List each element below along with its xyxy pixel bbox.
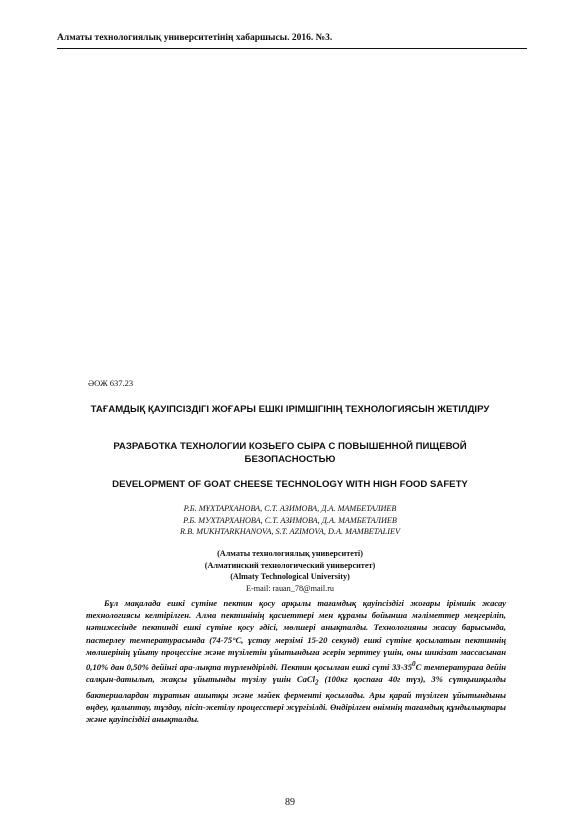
affiliation-block [70, 548, 510, 594]
degree-superscript: 0 [412, 660, 416, 669]
abstract-text-3: (100кг қоспаға 40г түз), 3% сүтқышқылды бактериалардан тұратын ашытқы және мәйек ферменті қосылады. Ары қарай түзілген ұйытындыны өңдеу, қалыптау, тұздау, пісіп-жетілу процесстері жүргізілді. Өндірілген өнімнің тағамдық құндылықтары және қауіпсіздігі анықталды. [86, 674, 507, 725]
title-english: DEVELOPMENT OF GOAT CHEESE TECHNOLOGY WITH HIGH FOOD SAFETY [112, 479, 468, 490]
authors-russian: Р.Б. МУХТАРХАНОВА, С.Т. АЗИМОВА, Д.А. МАМБЕТАЛИЕВ [183, 515, 397, 525]
abstract-text-1: Бұл мақалада ешкі сүтіне пектин қосу арқылы тағамдық қауіпсіздігі жоғары ірімшік жасау технологиясы келтірілген. Алма пектинінің қасиеттері мен құрамы бойынша мәліметтер меңгеріліп, нәтижесінде пектинді ешкі сүтіне қосу әдісі, мөлшері анықталды. Технологияны жасау барысында, пастерлеу температурасында (74-75°С, ұстау мерзімі 15-20 секунд) ешкі сүтіне қосылатын пектиннің мөлшерінің ұйыту процессіне және түзілетін ұйытындыға әсерін зерттеу үшін, оны шикізат массасынан 0,10% дан 0,50% дейінгі ара-лықта түрлендірілді. Пектин қосылған ешкі сүті 33-35 [86, 598, 506, 672]
abstract-text-2: С температураға дейін салқын-датылып, жақсы ұйытынды түзілу үшін CaCl [86, 661, 506, 685]
authors-kazakh: Р.Б. МҰХТАРХАНОВА, С.Т. АЗИМОВА, Д.А. МАМБЕТАЛИЕВ [183, 504, 397, 513]
title-kazakh: ТАҒАМДЫҚ ҚАУІПСІЗДІГІ ЖОҒАРЫ ЕШКІ ІРІМШІГІНІҢ ТЕХНОЛОГИЯСЫН ЖЕТІЛДІРУ [90, 404, 490, 415]
title-russian: РАЗРАБОТКА ТЕХНОЛОГИИ КОЗЬЕГО СЫРА С ПОВЫШЕННОЙ ПИЩЕВОЙ БЕЗОПАСНОСТЬЮ [113, 441, 467, 465]
header-divider [57, 48, 527, 49]
subscript: 2 [315, 678, 319, 687]
authors-english: R.B. MUKHTARKHANOVA, S.T. AZIMOVA, D.A. MAMBETALIEV [180, 527, 400, 536]
affiliation-english: (Almaty Technological University) [230, 572, 350, 581]
page-number: 89 [285, 797, 295, 808]
journal-header: Алматы технологиялық университетінің хабаршысы. 2016. №3. [57, 33, 333, 43]
abstract [86, 597, 506, 726]
authors-block [70, 503, 510, 538]
udc-code: ӘОЖ 637.23 [88, 378, 134, 388]
email: E-mail: rauan_78@mail.ru [245, 583, 335, 593]
affiliation-russian: (Алматинский технологический университет) [204, 560, 376, 570]
affiliation-kazakh: (Алматы технологиялық университеті) [217, 549, 363, 558]
